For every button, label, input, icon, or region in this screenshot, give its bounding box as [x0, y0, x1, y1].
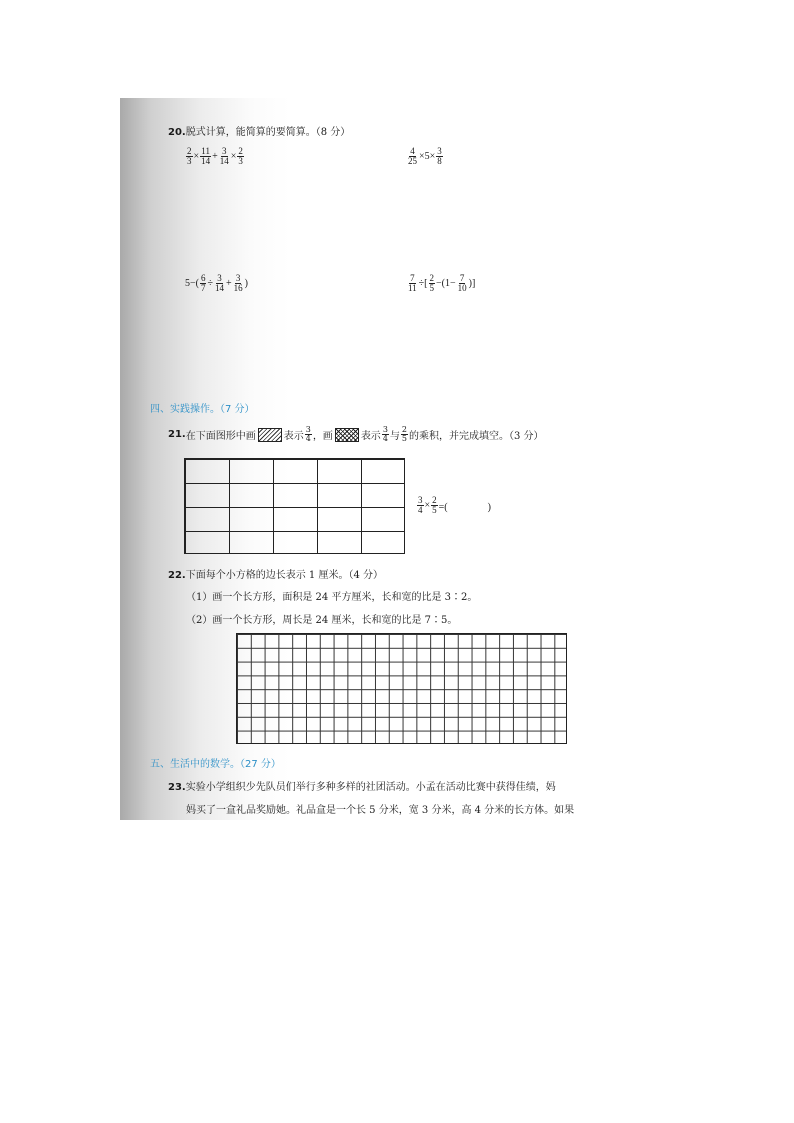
fraction: $\frac{2}{5}$ — [401, 425, 407, 443]
operator: × — [193, 151, 200, 162]
operator: ÷ — [207, 278, 213, 289]
fraction: $\frac{4}{25}$ — [408, 146, 417, 166]
question-text: 实验小学组织少先队员们举行多种多样的社团活动。小孟在活动比赛中获得佳绩，妈 — [185, 782, 556, 793]
question-text: 的乘积，并完成填空。（3 分） — [409, 431, 544, 442]
fraction: $\frac{3}{4}$ — [418, 495, 423, 515]
fraction: $\frac{2}{5}$ — [429, 273, 434, 293]
fraction: $\frac{2}{3}$ — [187, 146, 192, 166]
operator: + — [212, 151, 218, 162]
question-21 — [168, 426, 544, 443]
fraction: $\frac{2}{5}$ — [432, 495, 437, 515]
operator: × — [230, 151, 237, 162]
fraction: $\frac{6}{7}$ — [200, 273, 206, 293]
question-text: 表示 — [360, 431, 381, 442]
q23-line-2: 妈买了一盒礼品奖励她。礼品盒是一个长 5 分米，宽 3 分米，高 4 分米的长方体。如果 — [186, 805, 575, 816]
hatch-swatch-icon — [258, 428, 282, 442]
question-22 — [168, 566, 383, 581]
drawing-grid-4x5[interactable] — [184, 458, 405, 554]
question-text: 下面每个小方格的边长表示 1 厘米。（4 分） — [185, 570, 383, 581]
fraction: $\frac{7}{11}$ — [408, 273, 417, 293]
operator: × — [424, 500, 431, 511]
q22-sub-2: （2）画一个长方形，周长是 24 厘米，长和宽的比是 7∶5。 — [186, 615, 458, 626]
drawing-grid-fine[interactable] — [236, 633, 567, 744]
fraction: $\frac{3}{4}$ — [382, 425, 388, 443]
expression-3 — [185, 274, 248, 293]
question-number: 22. — [168, 570, 186, 581]
operator: )] — [468, 278, 476, 289]
question-number: 23. — [168, 782, 186, 793]
expression-2 — [406, 147, 444, 166]
q22-sub-1: （1）画一个长方形，面积是 24 平方厘米，长和宽的比是 3∶2。 — [186, 592, 478, 603]
operator: ÷[ — [418, 278, 428, 289]
question-text: 脱式计算，能简算的要简算。（8 分） — [185, 127, 351, 138]
question-number: 21. — [168, 429, 186, 440]
fraction: $\frac{3}{8}$ — [437, 146, 442, 166]
answer-blank[interactable]: =( ) — [438, 502, 491, 513]
question-text: 表示 — [283, 431, 304, 442]
question-text: ，画 — [312, 431, 333, 442]
question-text: 在下面图形中画 — [185, 431, 256, 442]
operator: ×5× — [419, 151, 436, 162]
fraction: $\frac{2}{3}$ — [238, 146, 243, 166]
fraction: $\frac{3}{16}$ — [233, 273, 243, 293]
operator: 5−( — [185, 278, 199, 289]
question-23 — [168, 778, 556, 793]
fraction: $\frac{7}{10}$ — [457, 273, 467, 293]
section-4-title: 四、实践操作。（7 分） — [150, 404, 255, 415]
operator: + — [225, 278, 232, 289]
fraction: $\frac{11}{14}$ — [201, 146, 211, 166]
question-20 — [168, 123, 350, 138]
question-number: 20. — [168, 127, 186, 138]
operator: −(1− — [436, 278, 456, 289]
operator: ) — [244, 278, 248, 289]
expression-1 — [185, 147, 245, 166]
section-5-title: 五、生活中的数学。（27 分） — [150, 759, 281, 770]
fraction: $\frac{3}{4}$ — [305, 425, 311, 443]
fraction: $\frac{3}{14}$ — [219, 146, 229, 166]
fraction: $\frac{3}{14}$ — [214, 273, 224, 293]
crosshatch-swatch-icon — [335, 428, 359, 442]
q21-equation — [416, 496, 491, 515]
question-text: 与 — [389, 431, 400, 442]
expression-4 — [406, 274, 475, 293]
